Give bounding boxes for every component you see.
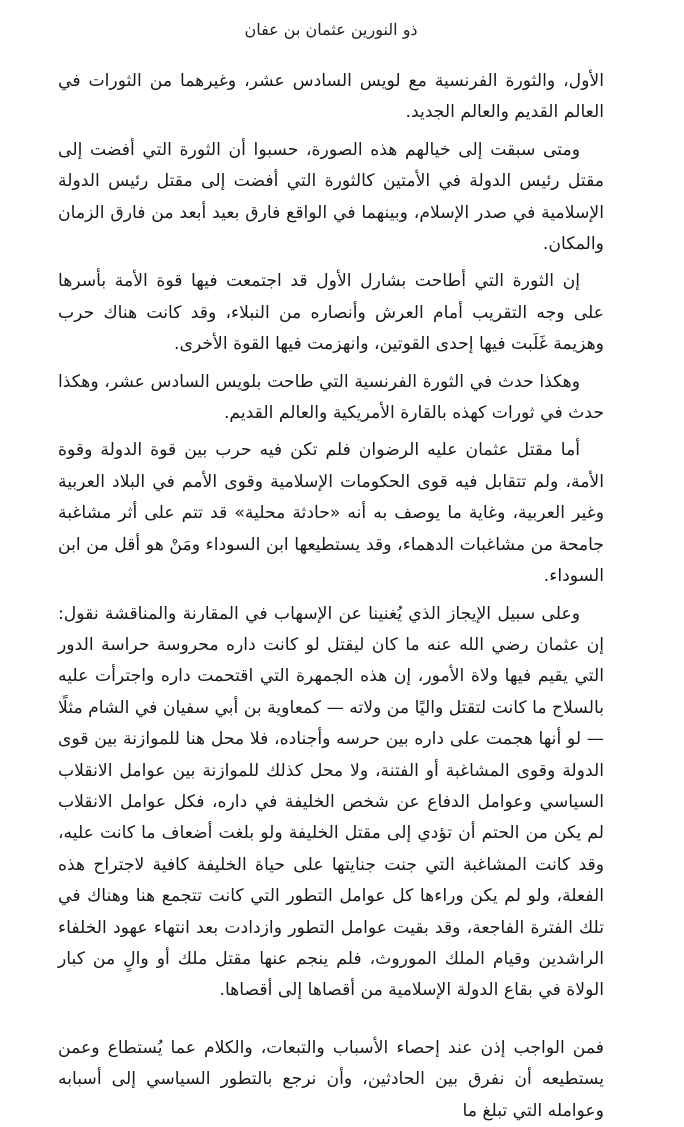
paragraph-5: أما مقتل عثمان عليه الرضوان فلم تكن فيه حرب بين قوة الدولة وقوة الأمة، ولم تتقابل فيه قوى الحكومات الإسلامية وقوى الأمم في البلاد العربية وغير العربية، وغاية ما يوصف به أنه «حادثة محلية» قد تتم على أثر مشاغبة جامحة من مشاغبات الدهماء، وقد يستطيعها ابن السوداء ومَنْ هو أقل من ابن السوداء. (58, 440, 604, 587)
body-text (58, 66, 604, 1127)
paragraph-2: ومتى سبقت إلى خيالهم هذه الصورة، حسبوا أن الثورة التي أفضت إلى مقتل رئيس الدولة في الأمتين كالثورة التي أفضت إلى مقتل رئيس الدولة الإسلامية في صدر الإسلام، وبينهما في الواقع فارق بعيد أبعد من فارق الزمان والمكان. (58, 139, 604, 255)
paragraph-3: إن الثورة التي أطاحت بشارل الأول قد اجتمعت فيها قوة الأمة بأسرها على وجه التقريب أمام العرش وأنصاره من النبلاء، وقد كانت هناك حرب وهزيمة غَلَبت فيها إحدى القوتين، وانهزمت فيها القوة الأخرى. (58, 271, 604, 355)
paragraph-7: فمن الواجب إذن عند إحصاء الأسباب والتبعات، والكلام عما يُستطاع وعمن يستطيعه أن نفرق بين الحادثين، وأن نرجع بالتطور السياسي إلى أسبابه وعوامله التي تبلغ ما (58, 1037, 604, 1121)
paragraph-4: وهكذا حدث في الثورة الفرنسية التي طاحت بلويس السادس عشر، وهكذا حدث في ثورات كهذه بالقارة الأمريكية والعالم القديم. (58, 371, 604, 424)
paragraph-1: الأول، والثورة الفرنسية مع لويس السادس عشر، وغيرهما من الثورات في العالم القديم والعالم الجديد. (58, 71, 604, 123)
running-header: ذو النورين عثمان بن عفان (244, 20, 418, 39)
paragraph-6: وعلى سبيل الإيجاز الذي يُغنينا عن الإسهاب في المقارنة والمناقشة نقول: إن عثمان رضي الله عنه ما كان ليقتل لو كانت داره محروسة حراسة الدور التي يقيم فيها ولاة الأمور، إن هذه الجمهرة التي اقتحمت داره واجترأت عليه بالسلاح ما كانت لتقتل واليًا من ولاته — كمعاوية بن أبي سفيان في الشام مثلًا — لو أنها هجمت على داره بين حرسه وأجناده، فلا محل هنا للموازنة بين قوى الدولة وقوى المشاغبة أو الفتنة، ولا محل كذلك للموازنة بين عوامل الانقلاب السياسي وعوامل الدفاع عن شخص الخليفة في داره، فكل عوامل الانقلاب لم يكن من الحتم أن تؤدي إلى مقتل الخليفة ولو بلغت أضعاف ما كانت عليه، وقد كانت المشاغبة التي جنت جنايتها على حياة الخليفة كافية لاجتراح هذه الفعلة، ولو لم يكن وراءها كل عوامل التطور التي كانت تتجمع هنا وهناك في تلك الفترة الفاجعة، وقد بقيت عوامل التطور وازدادت بعد انتهاء عهود الخلفاء الراشدين وقيام الملك الموروث، فلم ينجم عنها مقتل ملك أو والٍ من كبار الولاة في بقاع الدولة الإسلامية من أقصاها إلى أقصاها. (58, 603, 604, 1001)
